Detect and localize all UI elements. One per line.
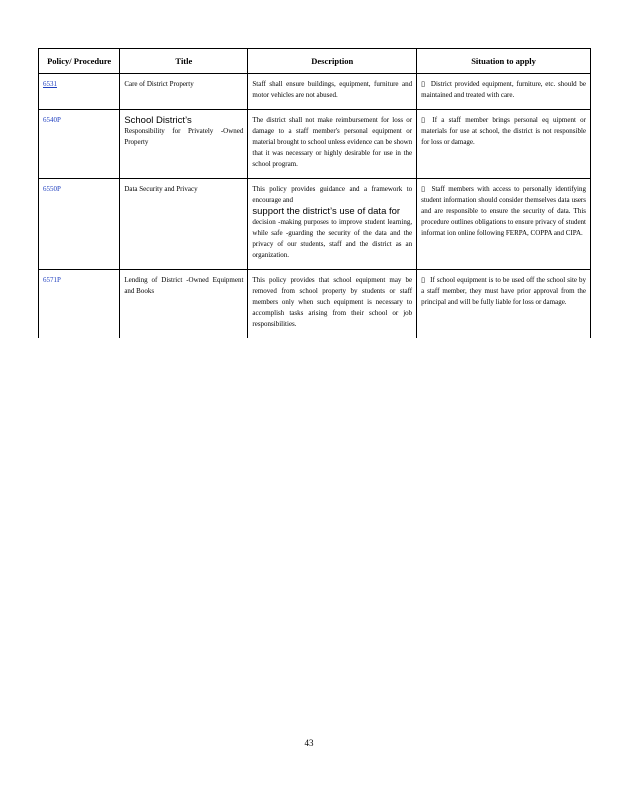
policy-title-cell	[120, 74, 248, 110]
policy-title: Lending of District -Owned Equipment and Books	[124, 276, 244, 295]
table-header-row	[39, 49, 591, 74]
table-row	[39, 270, 591, 339]
header-title: Title	[120, 49, 248, 74]
policy-description: The district shall not make reimbursement for loss or damage to a staff member's personal equipment or material brought to school unless evidence can be shown that it was necessary or highly desirable for use in the school program.	[252, 116, 413, 168]
policy-code-cell	[39, 110, 120, 179]
policy-title-heading: School District’s	[124, 115, 192, 126]
policy-title: Data Security and Privacy	[124, 185, 198, 193]
policy-description-cell	[248, 74, 417, 110]
page-number: 43	[304, 738, 314, 748]
policy-code: 6540P	[43, 116, 61, 124]
header-description: Description	[248, 49, 417, 74]
policy-situation: Staff members with access to personally identifying student information should consider themselves data users and are responsible to ensure the security of data. This procedure outlines obligations to ensure privacy of student informat ion online following FERPA, COPPA and CIPA.	[421, 185, 586, 237]
checkbox-bullet-icon: ▯	[421, 80, 425, 88]
policy-situation-cell	[417, 110, 591, 179]
header-situation: Situation to apply	[417, 49, 591, 74]
policy-situation-cell	[417, 74, 591, 110]
policy-description-continued: decision -making purposes to improve student learning, while safe -guarding the security of the data and the privacy of our students, staff and the district as an organization.	[252, 218, 413, 259]
table-row	[39, 110, 591, 179]
policy-title-cell	[120, 270, 248, 339]
policy-situation: If school equipment is to be used off the school site by a staff member, they must have prior approval from the principal and will be fully liable for loss or damage.	[421, 276, 587, 306]
policy-code-cell	[39, 74, 120, 110]
policy-code: 6571P	[43, 276, 61, 284]
policy-table	[38, 48, 591, 338]
policy-description-cell	[248, 270, 417, 339]
checkbox-bullet-icon: ▯	[421, 185, 425, 193]
policy-code-link[interactable]: 6531	[43, 80, 57, 88]
header-policy: Policy/ Procedure	[39, 49, 120, 74]
policy-title-cell	[120, 179, 248, 270]
policy-title-cell	[120, 110, 248, 179]
checkbox-bullet-icon: ▯	[421, 116, 425, 124]
policy-description: This policy provides guidance and a framework to encourage and	[252, 185, 413, 204]
policy-description-cell	[248, 110, 417, 179]
policy-situation: District provided equipment, furniture, etc. should be maintained and treated with care.	[421, 80, 586, 99]
table-row	[39, 179, 591, 270]
policy-title: Responsibility for Privately -Owned Property	[124, 127, 244, 146]
policy-code-cell	[39, 270, 120, 339]
checkbox-bullet-icon: ▯	[421, 276, 425, 284]
policy-situation-cell	[417, 179, 591, 270]
table-row	[39, 74, 591, 110]
policy-situation: If a staff member brings personal eq uipment or materials for use at school, the district is not responsible for loss or damage.	[421, 116, 586, 146]
policy-situation-cell	[417, 270, 591, 339]
policy-description-cell	[248, 179, 417, 270]
policy-code-cell	[39, 179, 120, 270]
policy-code: 6550P	[43, 185, 61, 193]
policy-description: This policy provides that school equipment may be removed from school property by students or staff members only when such equipment is necessary to accomplish tasks arising from their school or job responsibilities.	[252, 276, 413, 328]
policy-description: Staff shall ensure buildings, equipment, furniture and motor vehicles are not abused.	[252, 80, 413, 99]
policy-description-emphasis: support the district’s use of data for	[252, 206, 401, 217]
policy-title: Care of District Property	[124, 80, 194, 88]
